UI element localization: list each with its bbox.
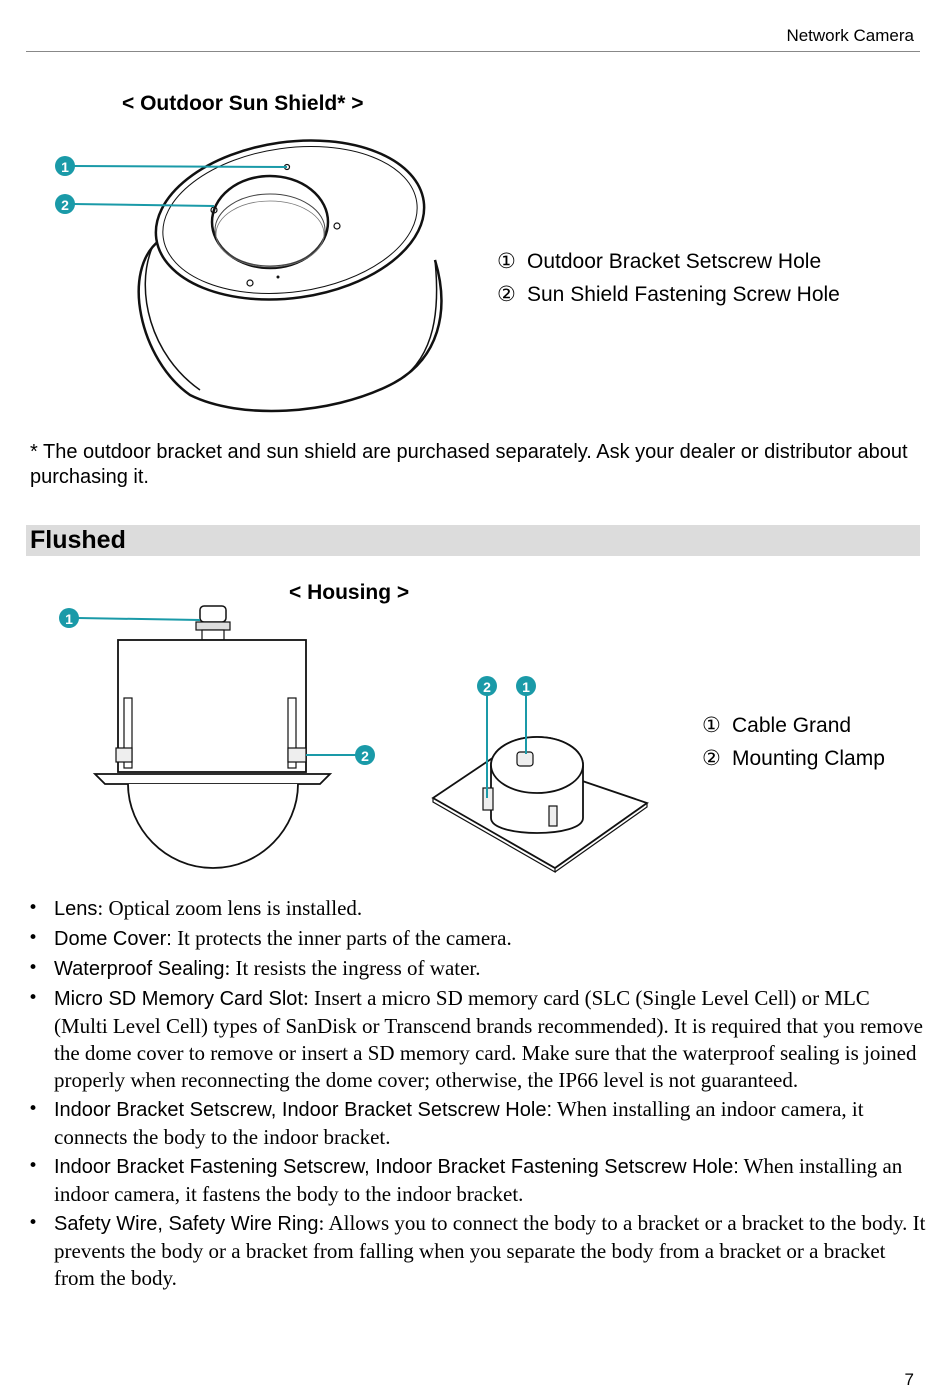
list-item	[26, 985, 926, 1094]
header-divider	[26, 51, 920, 52]
legend-label: Mounting Clamp	[732, 747, 885, 770]
legend-number: ①	[497, 250, 516, 273]
list-item	[26, 895, 926, 923]
housing-side-view-illustration	[50, 598, 390, 873]
list-item	[26, 1153, 926, 1208]
sun-shield-illustration	[40, 130, 460, 420]
description: When installing an indoor camera, it fastens the body to the indoor bracket.	[54, 1154, 903, 1206]
description: : Optical zoom lens is installed.	[97, 896, 363, 920]
legend-label: Sun Shield Fastening Screw Hole	[527, 283, 840, 306]
page-number: 7	[904, 1370, 914, 1389]
housing-figure-title: < Housing >	[289, 581, 410, 604]
description: It protects the inner parts of the camera.	[171, 926, 512, 950]
term: Lens	[54, 898, 98, 920]
term: Micro SD Memory Card Slot	[54, 988, 303, 1010]
bullet-icon: •	[28, 988, 39, 1008]
term: Dome Cover:	[54, 928, 172, 950]
legend-label: Outdoor Bracket Setscrew Hole	[527, 250, 822, 273]
list-item	[26, 1096, 926, 1151]
housing-legend	[702, 709, 885, 775]
component-description-list	[26, 895, 926, 1294]
description: : Allows you to connect the body to a bracket or a bracket to the body. It prevents the body or a bracket from falling when you separate the body from a bracket or a bracket from the body.	[54, 1211, 926, 1290]
callout-1-label: 1	[65, 611, 73, 627]
term: Waterproof Sealing	[54, 958, 225, 980]
bullet-icon: •	[28, 1099, 39, 1119]
sun-shield-figure-title: < Outdoor Sun Shield* >	[122, 92, 364, 115]
description: : It resists the ingress of water.	[224, 956, 481, 980]
callout-1-label: 1	[61, 159, 69, 175]
term: Indoor Bracket Setscrew, Indoor Bracket Setscrew Hole:	[54, 1099, 552, 1121]
term: Safety Wire, Safety Wire Ring	[54, 1213, 319, 1235]
callout-2-label: 2	[483, 679, 491, 695]
bullet-icon: •	[28, 958, 39, 978]
running-header: Network Camera	[786, 26, 914, 45]
callout-2-label: 2	[61, 197, 69, 213]
section-title: Flushed	[30, 526, 126, 554]
section-heading-bar	[26, 525, 920, 556]
bullet-icon: •	[28, 928, 39, 948]
purchase-footnote: * The outdoor bracket and sun shield are purchased separately. Ask your dealer or distributor about purchasing it.	[30, 441, 908, 488]
legend-item	[702, 742, 885, 775]
list-item	[26, 1210, 926, 1292]
list-item	[26, 925, 926, 953]
bullet-icon: •	[28, 1156, 39, 1176]
legend-number: ②	[497, 283, 516, 306]
legend-label: Cable Grand	[732, 714, 852, 737]
legend-item	[702, 709, 885, 742]
legend-number: ①	[702, 714, 721, 737]
bullet-icon: •	[28, 1213, 39, 1233]
legend-item	[497, 278, 840, 311]
housing-isometric-illustration	[425, 668, 655, 873]
legend-number: ②	[702, 747, 721, 770]
sun-shield-legend	[497, 245, 840, 311]
description: : Insert a micro SD memory card (SLC (Single Level Cell) or MLC (Multi Level Cell) types of SanDisk or Transcend brands recommended). It is required that you remove the dome cover to remove or insert a SD memory card. Make sure that the waterproof sealing is joined properly when reconnecting the dome cover; otherwise, the IP66 level is not guaranteed.	[54, 986, 923, 1092]
description: When installing an indoor camera, it connects the body to the indoor bracket.	[54, 1097, 864, 1149]
callout-2-label: 2	[361, 748, 369, 764]
list-item	[26, 955, 926, 983]
callout-1-label: 1	[522, 679, 530, 695]
bullet-icon: •	[28, 898, 39, 918]
term: Indoor Bracket Fastening Setscrew, Indoor Bracket Fastening Setscrew Hole:	[54, 1156, 739, 1178]
legend-item	[497, 245, 840, 278]
